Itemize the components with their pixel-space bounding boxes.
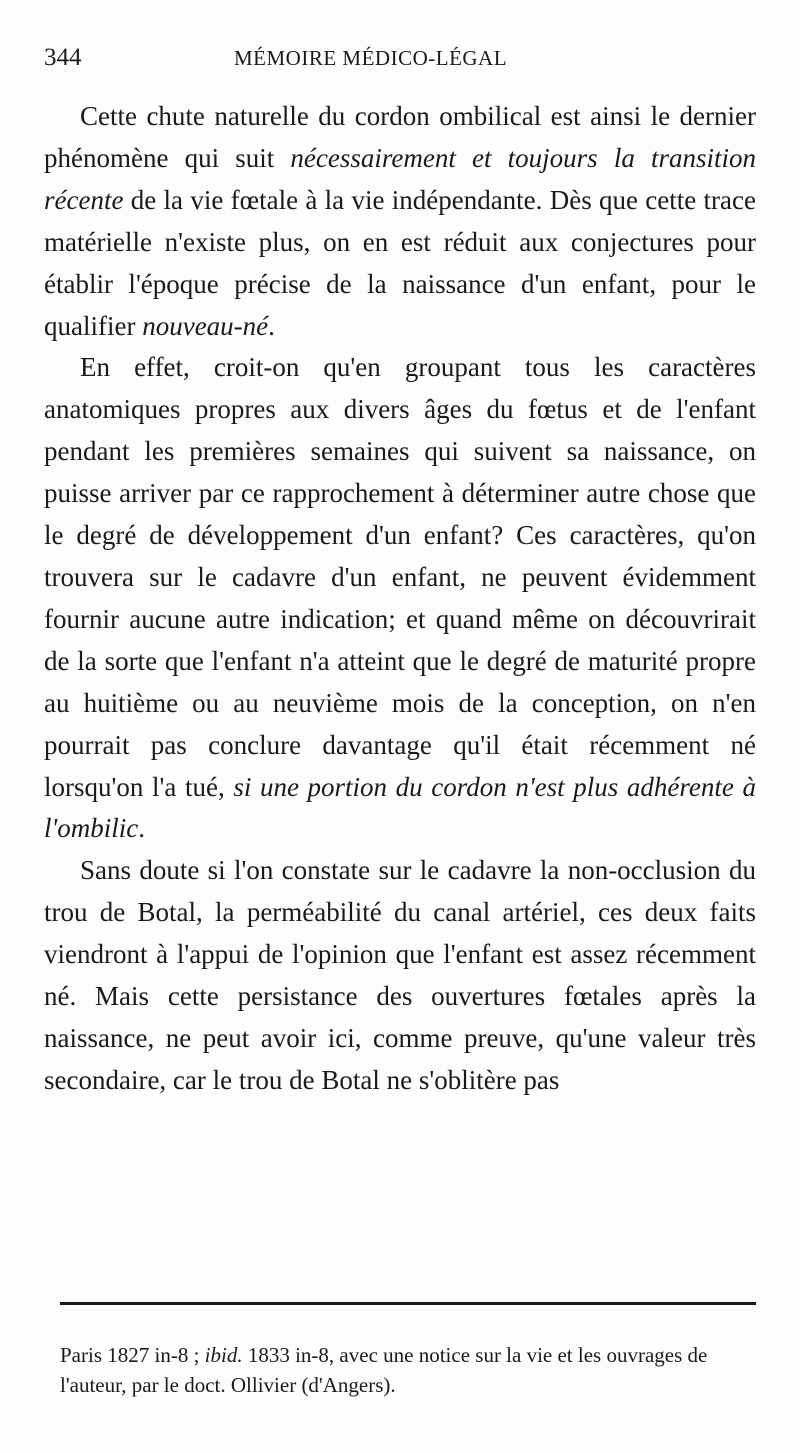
text-segment: Sans doute si l'on constate sur le cadavre la non-occlusion du trou de Botal, la perméabilité du canal artériel, ces deux faits viendront à l'appui de l'opinion que l'enfant est assez récemment né. Mais cette persistance des ouvertures fœtales après la naissance, ne peut avoir ici, comme preuve, qu'une valeur très secondaire, car le trou de Botal ne s'oblitère pas [44,855,756,1095]
page-number: 344 [44,44,82,71]
text-segment: Cette chute naturelle du cordon ombilical est ainsi le dernier phénomène qui suit [44,101,756,173]
footnote [60,1340,760,1400]
paragraph-1 [44,96,756,347]
text-segment: 1833 in-8, avec une notice sur la vie et les ouvrages de l'auteur, par le doct. Ollivier (d'Angers). [60,1343,708,1397]
text-segment: Paris 1827 in-8 ; [60,1343,205,1367]
text-segment: . [138,813,146,844]
italic-segment: ibid. [204,1343,243,1367]
page-header [44,44,756,78]
body-text [44,96,756,1102]
footnote-divider [60,1302,756,1305]
text-segment: . [268,310,275,341]
italic-segment: nouveau-né [142,310,269,341]
text-segment: En effet, croit-on qu'en groupant tous les caractères anatomiques propres aux divers âges du fœtus et de l'enfant pendant les premières semaines qui suivent sa naissance, on puisse arriver par ce rapprochement à déterminer autre chose que le degré de développement d'un enfant? Ces caractères, qu'on trouvera sur le cadavre d'un enfant, ne peuvent évidemment fournir aucune autre indication; et quand même on découvrirait de la sorte que l'enfant n'a atteint que le degré de maturité propre au huitième ou au neuvième mois de la conception, on n'en pourrait pas conclure davantage qu'il était récemment né lorsqu'on l'a tué, [44,352,756,802]
paragraph-2 [44,347,756,850]
paragraph-3 [44,850,756,1101]
text-segment: de la vie fœtale à la vie indépendante. Dès que cette trace matérielle n'existe plus, on en est réduit aux conjectures pour établir l'époque précise de la naissance d'un enfant, pour le qualifier [44,184,756,341]
italic-segment: nécessairement et toujours la transition récente [44,142,756,215]
running-title: MÉMOIRE MÉDICO-LÉGAL [234,46,508,70]
italic-segment: si une portion du cordon n'est plus adhérente à l'ombilic [44,771,756,844]
